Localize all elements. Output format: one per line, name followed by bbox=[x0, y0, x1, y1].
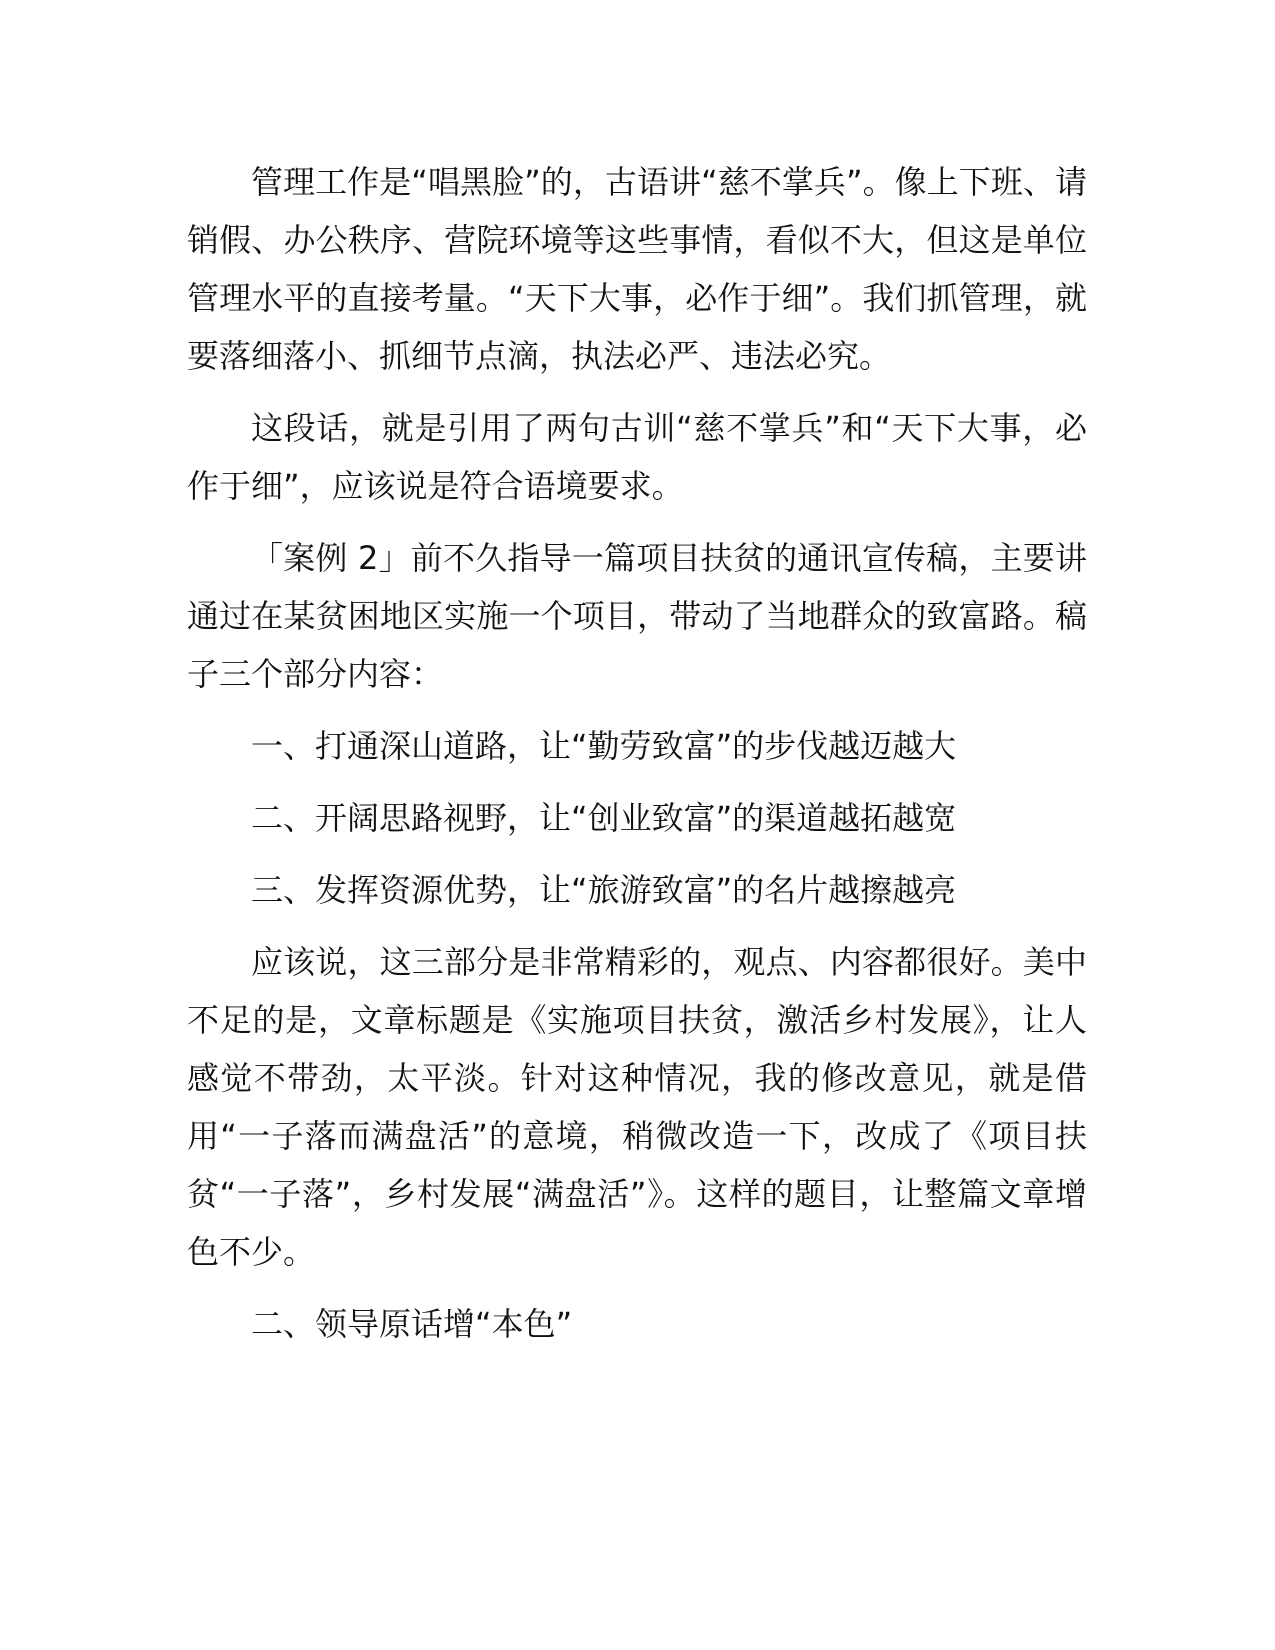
list-item-part-3: 三、发挥资源优势，让“旅游致富”的名片越擦越亮 bbox=[251, 871, 957, 909]
section-heading-leader-words: 二、领导原话增“本色” bbox=[251, 1305, 573, 1343]
document-body bbox=[187, 153, 1087, 1353]
list-item-part-2: 二、开阔思路视野，让“创业致富”的渠道越拓越宽 bbox=[251, 799, 957, 837]
paragraph-quote-analysis: 这段话，就是引用了两句古训“慈不掌兵”和“天下大事，必作于细”，应该说是符合语境要求。 bbox=[187, 409, 1087, 505]
list-item-part-1: 一、打通深山道路，让“勤劳致富”的步伐越迈越大 bbox=[251, 727, 957, 765]
paragraph-case-2: 「案例 2」前不久指导一篇项目扶贫的通讯宣传稿，主要讲通过在某贫困地区实施一个项目，带动了当地群众的致富路。稿子三个部分内容： bbox=[187, 539, 1087, 693]
paragraph-title-revision: 应该说，这三部分是非常精彩的，观点、内容都很好。美中不足的是，文章标题是《实施项目扶贫，激活乡村发展》，让人感觉不带劲，太平淡。针对这种情况，我的修改意见，就是借用“一子落而满盘活”的意境，稍微改造一下，改成了《项目扶贫“一子落”，乡村发展“满盘活”》。这样的题目，让整篇文章增色不少。 bbox=[187, 943, 1087, 1271]
paragraph-management-work: 管理工作是“唱黑脸”的，古语讲“慈不掌兵”。像上下班、请销假、办公秩序、营院环境等这些事情，看似不大，但这是单位管理水平的直接考量。“天下大事，必作于细”。我们抓管理，就要落细落小、抓细节点滴，执法必严、违法必究。 bbox=[187, 163, 1087, 375]
